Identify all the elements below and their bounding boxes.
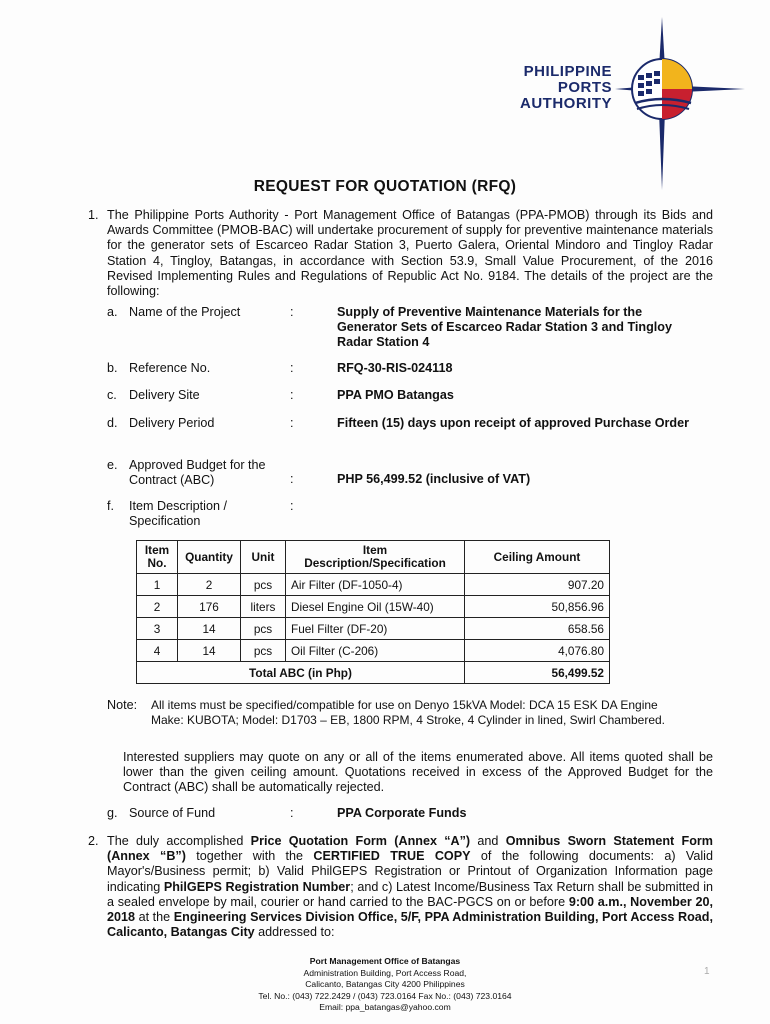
footer-line: Tel. No.: (043) 722.2429 / (043) 723.0164 Fax No.: (043) 723.0164 xyxy=(258,990,512,1001)
section-2-text xyxy=(107,834,713,940)
section-1-text: The Philippine Ports Authority - Port Management Office of Batangas (PPA-PMOB) through its Bids and Awards Committee (PMOB-BAC) will undertake procurement of supply for preventive maintenance materials for the generator sets of Escarceo Radar Station 3, Puerto Galera, Oriental Mindoro and Tingloy Radar Station 4, Tingloy, Batangas, in accordance with Section 53.9, Small Value Procurement, of the 2016 Revised Implementing Rules and Regulations of Republic Act No. 9184. The details of the project are the following: xyxy=(107,208,713,299)
detail-label: Reference No. xyxy=(129,361,211,375)
cell-ceiling-amount: 4,076.80 xyxy=(465,640,610,662)
note-text: All items must be specified/compatible for use on Denyo 15kVA Model: DCA 15 ESK DA Engine Make: KUBOTA; Model: D1703 – EB, 1800 RPM, 4 Stroke, 4 Cylinder in lined, Swirl Chambered. xyxy=(151,698,666,727)
s2-text: of the following documents: a) Valid Mayor's/Business permit; b) Valid PhilGEPS Registration or Printout of Organization Information page indicating xyxy=(107,849,713,894)
detail-letter: e. xyxy=(107,458,118,472)
page-title: REQUEST FOR QUOTATION (RFQ) xyxy=(253,178,517,195)
cell-ceiling-amount: 907.20 xyxy=(465,574,610,596)
cell-quantity: 2 xyxy=(178,574,241,596)
detail-colon: : xyxy=(290,472,294,486)
table-header-row xyxy=(137,541,610,574)
detail-value: PPA PMO Batangas xyxy=(337,388,454,402)
col-description: Item Description/Specification xyxy=(286,541,465,574)
s2-bold-certified: CERTIFIED TRUE COPY xyxy=(313,849,471,864)
detail-value: PPA Corporate Funds xyxy=(337,806,467,820)
detail-colon: : xyxy=(290,305,294,319)
footer-line: Email: ppa_batangas@yahoo.com xyxy=(319,1002,451,1012)
cell-unit: pcs xyxy=(241,574,286,596)
logo-line-1: PHILIPPINE xyxy=(523,63,612,80)
detail-letter: d. xyxy=(107,416,118,430)
cell-item-no: 3 xyxy=(137,618,178,640)
col-unit: Unit xyxy=(241,541,286,574)
detail-letter: a. xyxy=(107,305,118,319)
cell-description: Fuel Filter (DF-20) xyxy=(286,618,465,640)
col-item-no: Item No. xyxy=(137,541,178,574)
detail-label: Name of the Project xyxy=(129,305,241,319)
page-footer xyxy=(0,956,770,1014)
detail-value: Fifteen (15) days upon receipt of approved Purchase Order xyxy=(337,416,690,430)
detail-letter: c. xyxy=(107,388,117,402)
cell-item-no: 4 xyxy=(137,640,178,662)
s2-text: addressed to: xyxy=(254,925,335,940)
s2-bold-deadline: 9:00 a.m., November 20, 2018 xyxy=(107,894,713,925)
cell-ceiling-amount: 50,856.96 xyxy=(465,596,610,618)
s2-bold-office: Engineering Services Division Office, 5/F, PPA Administration Building, Port Access Road, Calicanto, Batangas City xyxy=(107,910,713,940)
cell-item-no: 1 xyxy=(137,574,178,596)
footer-line: Administration Building, Port Access Road, xyxy=(303,967,467,978)
s2-text: at the xyxy=(135,910,174,925)
s2-bold-annex-a: Price Quotation Form (Annex “A”) xyxy=(250,834,471,848)
detail-value: PHP 56,499.52 (inclusive of VAT) xyxy=(337,472,531,486)
cell-description: Diesel Engine Oil (15W-40) xyxy=(286,596,465,618)
detail-label: Delivery Site xyxy=(129,388,200,402)
detail-colon: : xyxy=(290,499,294,513)
cell-unit: liters xyxy=(241,596,286,618)
items-table xyxy=(136,540,610,684)
section-2-number: 2. xyxy=(88,834,99,848)
ppa-logo xyxy=(505,15,750,190)
total-value: 56,499.52 xyxy=(465,662,610,684)
detail-colon: : xyxy=(290,361,294,375)
note-label: Note: xyxy=(107,698,138,712)
table-row xyxy=(137,574,610,596)
detail-letter: b. xyxy=(107,361,118,375)
cell-description: Air Filter (DF-1050-4) xyxy=(286,574,465,596)
detail-label: Delivery Period xyxy=(129,416,215,430)
table-row xyxy=(137,596,610,618)
s2-bold-annex-b: Omnibus Sworn Statement Form (Annex “B”) xyxy=(107,834,713,864)
table-total-row xyxy=(137,662,610,684)
logo-line-2: PORTS xyxy=(557,79,612,96)
s2-text: The duly accomplished xyxy=(107,834,251,848)
cell-ceiling-amount: 658.56 xyxy=(465,618,610,640)
total-label: Total ABC (in Php) xyxy=(137,662,465,684)
s2-text: and xyxy=(470,834,506,848)
footer-office: Port Management Office of Batangas xyxy=(309,956,461,966)
s2-bold-philgeps: PhilGEPS Registration Number xyxy=(163,879,351,894)
table-row xyxy=(137,640,610,662)
cell-quantity: 14 xyxy=(178,618,241,640)
detail-value: RFQ-30-RIS-024118 xyxy=(337,361,453,375)
detail-colon: : xyxy=(290,806,294,820)
page-number: 1 xyxy=(704,966,710,977)
footer-line: Calicanto, Batangas City 4200 Philippines xyxy=(305,979,465,989)
detail-value: Supply of Preventive Maintenance Materials for the Generator Sets of Escarceo Radar Station 3 and Tingloy Radar Station 4 xyxy=(337,305,672,349)
cell-item-no: 2 xyxy=(137,596,178,618)
logo-line-3: AUTHORITY xyxy=(520,95,612,112)
cell-description: Oil Filter (C-206) xyxy=(286,640,465,662)
section-1-number: 1. xyxy=(88,208,99,222)
detail-colon: : xyxy=(290,416,294,430)
cell-quantity: 176 xyxy=(178,596,241,618)
detail-label: Item Description / Specification xyxy=(129,499,227,528)
detail-label: Approved Budget for the Contract (ABC) xyxy=(129,458,266,487)
s2-text: ; and c) Latest Income/Business Tax Return shall be submitted in a sealed envelope by mail, courier or hand carried to the BAC-PGCS on or before xyxy=(107,879,713,909)
detail-colon: : xyxy=(290,388,294,402)
detail-letter: f. xyxy=(107,499,114,513)
s2-text: together with the xyxy=(185,849,314,864)
table-row xyxy=(137,618,610,640)
col-quantity: Quantity xyxy=(178,541,241,574)
col-ceiling-amount: Ceiling Amount xyxy=(465,541,610,574)
cell-unit: pcs xyxy=(241,618,286,640)
interested-suppliers-text: Interested suppliers may quote on any or all of the items enumerated above. All items quoted shall be lower than the given ceiling amount. Quotations received in excess of the Approved Budget for the Contract (ABC) shall be automatically rejected. xyxy=(123,750,713,795)
detail-label: Source of Fund xyxy=(129,806,216,820)
cell-unit: pcs xyxy=(241,640,286,662)
cell-quantity: 14 xyxy=(178,640,241,662)
detail-letter: g. xyxy=(107,806,118,820)
